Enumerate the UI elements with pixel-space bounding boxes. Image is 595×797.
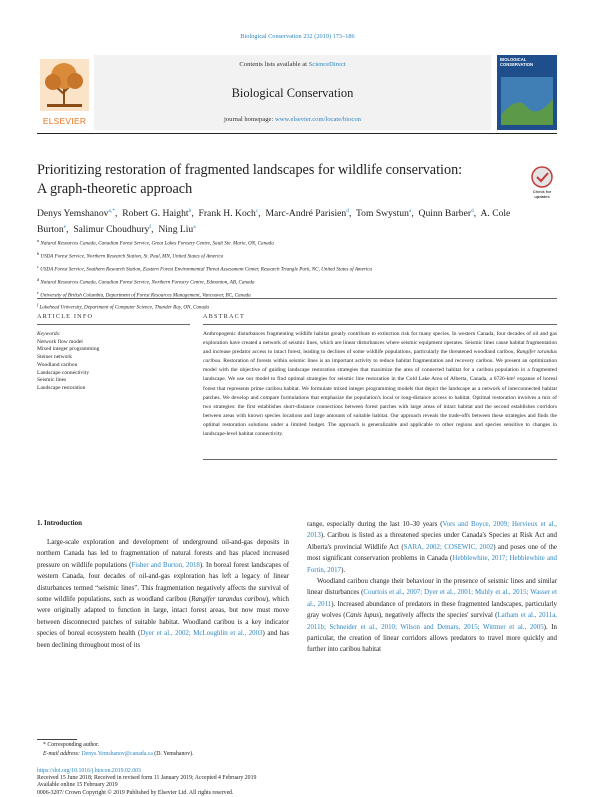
footnote-divider (37, 739, 77, 740)
journal-citation[interactable]: Biological Conservation 232 (2019) 173–186 (240, 33, 355, 40)
title-line-2: A graph-theoretic approach (37, 180, 193, 197)
paragraph: range, especially during the last 10–30 years (Vors and Boyce, 2009; Hervieux et al., 2013). Caribou is listed as a threatened species under Canada's Species at Risk Act and Alberta's provincial Wildlife Act (SARA, 2002; COSEWIC, 2002) and poses one of the most significant conservation problems in Canada (Hebblewhite, 2017; Hebblewhite and Fortin, 2017). (307, 521, 557, 574)
abstract-heading: ABSTRACT (203, 313, 245, 320)
keyword: Steiner network (37, 354, 72, 361)
affiliation: $^e$ University of British Columbia, Department of Forest Resources Management, Vancouver, BC, Canada (37, 289, 251, 299)
citation-link[interactable]: Latham et al., 2011a, 2011b; Schneider et al., 2010; Wilson and Demars, 2015; Wittmer et al., 2005 (307, 612, 557, 631)
check-updates-label: Check for updates (532, 189, 552, 199)
author[interactable]: Frank H. Koch$^c$ (198, 208, 259, 220)
citation-link[interactable]: Hebblewhite, 2017; Hebblewhite and Fortin, 2017 (307, 555, 557, 574)
homepage-prefix: journal homepage: (224, 116, 275, 123)
paragraph: Large-scale exploration and development of underground oil-and-gas deposits in northern Canada has led to fragmentation of natural forests and has placed increased pressure on wildlife populations (Fisher and Burton, 2018). In boreal forest landscapes of western Canada, four decades of oil-and-gas exploration has left a legacy of linear disturbances termed “seismic lines”. This fragmentation negatively affects the survival of some wildlife populations, such as woodland caribou (Rangifer tarandus caribou), which were originally adapted to function in large, intact forest areas, but now must move between disconnected patches of suitable habitat. Woodland caribou is a key indicator species of boreal ecosystem health (Dyer et al., 2002; McLoughlin et al., 2003) and has been declining throughout most of its (37, 539, 290, 649)
journal-title: Biological Conservation (231, 86, 354, 100)
keywords-label: Keywords: (37, 331, 61, 337)
author[interactable]: Quinn Barber$^d$ (418, 208, 474, 220)
author[interactable]: Salimur Choudhury$^f$ (73, 223, 152, 236)
article-info-divider (37, 324, 190, 325)
keyword: Woodland caribou (37, 361, 78, 368)
affiliation-divider (37, 298, 557, 299)
article-title (37, 161, 507, 198)
corresponding-author-footnote: * Corresponding author. E-mail address: Denys.Yemshanov@canada.ca (D. Yemshanov). (37, 741, 337, 758)
cover-title: BIOLOGICAL CONSERVATION (500, 57, 534, 67)
received-dates: Received 15 June 2018; Received in revised form 11 January 2019; Accepted 4 February 2019 (37, 775, 257, 782)
affiliation: $^f$ Lakehead University, Department of Computer Science, Thunder Bay, ON, Canada (37, 302, 210, 312)
contents-prefix: Contents lists available at (239, 61, 309, 68)
citation-link[interactable]: Fisher and Burton, 2018 (131, 561, 200, 569)
affiliation: $^a$ Natural Resources Canada, Canadian Forest Service, Great Lakes Forestry Centre, Sault Ste. Marie, ON, Canada (37, 238, 274, 247)
paragraph: Woodland caribou change their behaviour in the presence of seismic lines and similar linear disturbances (Courtois et al., 2007; Dyer et al., 2001; Muhly et al., 2015; Wasser et al., 2011). Increased abundance of predators in these fragmented landscapes, particularly gray wolves (Canis lupus), negatively affects the species' survival (Latham et al., 2011a, 2011b; Schneider et al., 2010; Wilson and Demars, 2015; Wittmer et al., 2005). In particular, the creation of linear corridors allows predators to travel more quickly and further into caribou habitat (307, 578, 557, 654)
check-for-updates-badge[interactable] (527, 164, 557, 204)
section-heading-introduction: 1. Introduction (37, 519, 82, 527)
email-link[interactable]: Denys.Yemshanov@canada.ca (81, 750, 153, 757)
keyword: Network flow model (37, 338, 83, 345)
footnote-mark: * Corresponding author. (43, 742, 100, 748)
author[interactable]: Denys Yemshanov$^{a,*}$ (37, 208, 116, 220)
keyword: Seismic lines (37, 377, 67, 384)
keyword: Mixed integer programming (37, 346, 100, 353)
affiliation-list (37, 236, 557, 313)
citation-link[interactable]: SARA, 2002; COSEWIC, 2002 (403, 543, 494, 551)
header-divider (37, 133, 557, 134)
author[interactable]: Ning Liu$^a$ (158, 223, 196, 236)
abstract-text: Anthropogenic disturbances fragmenting wildlife habitat greatly contribute to extinction risk for many species. In western Canada, four decades of oil and gas exploration have created a network of seismic lines, which are linear disturbances where seismic equipment operates. Seismic lines cause habitat fragmentation and increase predator access to intact forest, leading to declines of some wildlife populations, particularly the threatened woodland caribou, Rangifer tarandus caribou. Restoration of forests within seismic lines is an important activity to reduce habitat fragmentation and recovery caribou. We present an optimization model with the objective of guiding landscape restoration strategies that maximize the area of connected habitat for a caribou population in a fragmented landscape. We use our model to find optimal strategies for seismic line restoration in the Cold Lake Area of Alberta, Canada, a 6726-km² expanse of boreal forest that represents prime caribou habitat. We formulate mixed integer programming models that depict the landscape as a network of interconnected habitat patches. We develop and compare formulations that emphasize the population's local or long-distance access to habitat. Optimal restoration involves a mix of two strategies: the first establishes short-distance connections between forest patches with large areas of intact habitat and the second establishes corridors between areas with known species locations and large amounts of suitable habitat. Our approach reveals the trade-offs between these strategies and finds the optimal restoration solutions under a limited budget. The approach is generalizable and applicable to other regions and species sensitive to changes in landscape-level habitat connectivity. (203, 331, 557, 438)
body-column-right (307, 519, 557, 656)
citation-link[interactable]: Vors and Boyce, 2009; Hervieux et al., 2013 (307, 521, 557, 540)
sciencedirect-link[interactable]: ScienceDirect (308, 61, 346, 68)
author[interactable]: Marc-André Parisien$^d$ (265, 208, 349, 220)
affiliation: $^c$ USDA Forest Service, Southern Research Station, Eastern Forest Environmental Threat Assessment Center, Research Triangle Park, NC, United States of America (37, 263, 373, 273)
abstract-divider (203, 324, 557, 325)
keywords-list (37, 331, 190, 393)
contents-available-line (94, 61, 491, 68)
keyword: Landscape connectivity (37, 369, 90, 376)
homepage-link[interactable]: www.elsevier.com/locate/biocon (274, 116, 361, 123)
journal-homepage-line (94, 116, 491, 123)
citation-link[interactable]: Dyer et al., 2002; McLoughlin et al., 2003 (140, 630, 263, 638)
available-online: Available online 15 February 2019 (37, 782, 118, 789)
copyright-line: 0006-3207/ Crown Copyright © 2019 Published by Elsevier Ltd. All rights reserved. (37, 789, 234, 796)
email-label: E-mail address: (43, 750, 82, 757)
author[interactable]: Tom Swystun$^a$ (355, 208, 412, 220)
body-column-left (37, 537, 289, 651)
author-list: Denys Yemshanov$^{a,*}$, Robert G. Haight$^b$, Frank H. Koch$^c$, Marc-André Parisien$^d$, Tom Swystun$^a$, Quinn Barber$^d$, A. Cole Burton$^e$, Salimur Choudhury$^f$, Ning Liu$^a$ (37, 208, 511, 236)
abstract-bottom-divider (203, 459, 557, 460)
doi-link[interactable]: https://doi.org/10.1016/j.biocon.2019.02.003 (37, 768, 141, 774)
elsevier-wordmark: ELSEVIER (42, 116, 87, 126)
title-line-1: Prioritizing restoration of fragmented landscapes for wildlife conservation: (37, 162, 463, 178)
author[interactable]: A. Cole Burton$^e$ (37, 208, 511, 236)
doi-block (37, 768, 557, 797)
citation-link[interactable]: Courtois et al., 2007; Dyer et al., 2001; Muhly et al., 2015; Wasser et al., 2011 (307, 589, 557, 608)
affiliation: $^d$ Natural Resources Canada, Canadian Forest Service, Northern Forestry Centre, Edmonton, AB, Canada (37, 276, 255, 286)
author[interactable]: Robert G. Haight$^b$ (122, 208, 192, 220)
affiliation: $^b$ USDA Forest Service, Northern Research Station, St. Paul, MN, United States of America (37, 250, 224, 260)
keyword: Landscape restoration (37, 384, 86, 391)
article-info-heading: ARTICLE INFO (37, 313, 94, 320)
